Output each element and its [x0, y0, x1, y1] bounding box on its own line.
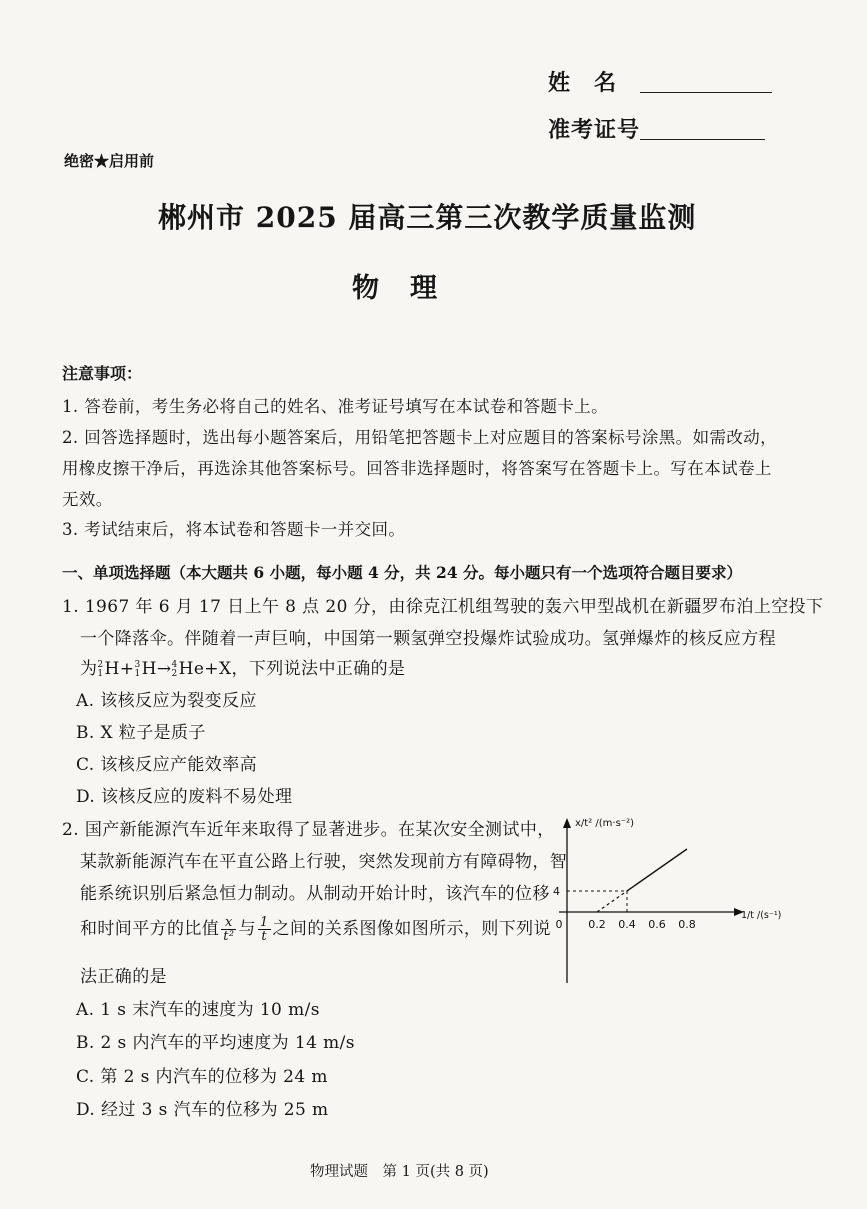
y-tick-label: 4	[553, 885, 560, 898]
q2-stem-line: 能系统识别后紧急恒力制动。从制动开始计时，该汽车的位移	[80, 884, 550, 904]
x-tick-label: 0.2	[588, 918, 606, 931]
q2-stem-line: 法正确的是	[80, 967, 167, 987]
note-line: 1. 答卷前，考生务必将自己的姓名、准考证号填写在本试卷和答题卡上。	[62, 397, 609, 416]
name-label: 姓 名	[548, 70, 618, 96]
note-line: 用橡皮擦干净后，再选涂其他答案标号。回答非选择题时，将答案写在答题卡上。写在本试卷上	[62, 459, 772, 478]
subject-title: 物 理	[352, 273, 439, 304]
page-footer: 物理试题 第 1 页(共 8 页)	[310, 1164, 489, 1180]
q2-option-a[interactable]: A. 1 s 末汽车的速度为 10 m/s	[76, 1000, 320, 1020]
q2-stem-line-frac: 和时间平方的比值 $\frac{x}{\text{t²}}$ 与 $\frac{1}{t}$ 之间的关系图像如图所示，则下列说	[80, 915, 551, 944]
q2-graph	[535, 808, 782, 988]
nuclide-h2: 2 1	[97, 659, 104, 679]
x-tick-label: 0.8	[678, 918, 696, 931]
q1-option-b[interactable]: B. X 粒子是质子	[76, 723, 206, 743]
section-heading: 一、单项选择题（本大题共 6 小题，每小题 4 分，共 24 分。每小题只有一个选项符合题目要求）	[62, 563, 743, 582]
q2-stem-line: 2. 国产新能源汽车近年来取得了显著进步。在某次安全测试中，	[62, 820, 555, 840]
x-tick-label: 0.4	[618, 918, 636, 931]
series-line-solid-segment	[627, 849, 687, 891]
secret-mark: 绝密★启用前	[64, 152, 155, 170]
q1-stem-line: 1. 1967 年 6 月 17 日上午 8 点 20 分，由徐克江机组驾驶的轰六甲型战机在新疆罗布泊上空投下	[62, 597, 824, 617]
q1-eq-suffix: +X，下列说法中正确的是	[204, 659, 406, 679]
q1-stem-line: 一个降落伞。伴随着一声巨响，中国第一颗氢弹空投爆炸试验成功。氢弹爆炸的核反应方程	[80, 629, 776, 649]
y-axis-label: x/t² /(m·s⁻²)	[575, 818, 634, 829]
q1-option-c[interactable]: C. 该核反应产能效率高	[76, 755, 258, 775]
note-line: 无效。	[62, 490, 113, 509]
note-line: 3. 考试结束后，将本试卷和答题卡一并交回。	[62, 520, 406, 539]
x-axis-label: 1/t /(s⁻¹)	[741, 910, 782, 921]
q2-stem-line: 某款新能源汽车在平直公路上行驶，突然发现前方有障碍物，智	[80, 852, 568, 872]
x-tick-label: 0.6	[648, 918, 666, 931]
fraction-x-over-t2: $\frac{x}{\text{t²}}$	[223, 915, 235, 944]
name-field-line[interactable]	[640, 92, 772, 93]
fraction-1-over-t: $\frac{1}{t}$	[259, 915, 269, 944]
q1-option-d[interactable]: D. 该核反应的废料不易处理	[76, 787, 293, 807]
q2-option-b[interactable]: B. 2 s 内汽车的平均速度为 14 m/s	[76, 1033, 355, 1053]
series-line-dashed-segment	[597, 891, 627, 912]
q2-option-d[interactable]: D. 经过 3 s 汽车的位移为 25 m	[76, 1100, 329, 1120]
exam-id-label: 准考证号	[548, 117, 641, 143]
q2-option-c[interactable]: C. 第 2 s 内汽车的位移为 24 m	[76, 1067, 328, 1087]
q1-option-a[interactable]: A. 该核反应为裂变反应	[76, 691, 257, 711]
page-title: 郴州市 2025 届高三第三次教学质量监测	[158, 201, 697, 234]
nuclide-he4: 4 2	[171, 659, 178, 679]
exam-id-field-line[interactable]	[640, 139, 765, 140]
notes-heading: 注意事项：	[62, 364, 143, 383]
y-axis-arrow	[563, 818, 571, 828]
x-tick-label: 0	[555, 918, 563, 931]
q1-equation-line: 为 2 1 H+ 3 1 H→ 4 2 He+X，下列说法中正确的是	[80, 659, 406, 679]
q1-eq-prefix: 为	[80, 659, 98, 679]
note-line: 2. 回答选择题时，选出每小题答案后，用铅笔把答题卡上对应题目的答案标号涂黑。如需改动，	[62, 428, 778, 447]
nuclide-h3: 3 1	[134, 659, 141, 679]
